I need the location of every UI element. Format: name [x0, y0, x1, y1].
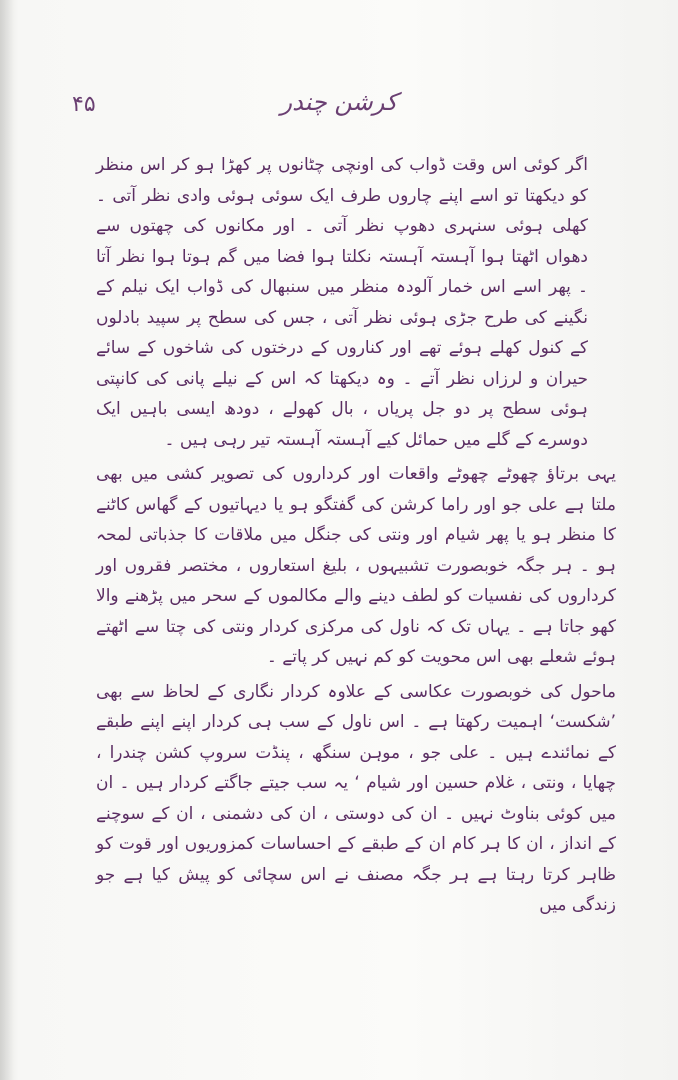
running-title: کرشن چندر	[280, 88, 398, 116]
paragraph: یہی برتاؤ چھوٹے چھوٹے واقعات اور کرداروں کی تصویر کشی میں بھی ملتا ہے علی جو اور راما کرشن کی گفتگو ہو یا دیہاتیوں کے گھاس کاٹنے کا منظر ہو یا پھر شیام اور ونتی کی جنگل میں ملاقات کا جذباتی لمحہ ہو ۔ ہر جگہ خوبصورت تشبیہوں ، بلیغ استعاروں ، مختصر فقروں اور کرداروں کی نفسیات کو لطف دینے والے مکالموں کے سحر میں پڑھنے والا کھو جاتا ہے ۔ یہاں تک کہ ناول کی مرکزی کردار ونتی کی چتا سے اٹھتے ہوئے شعلے بھی اس محویت کو کم نہیں کر پاتے ۔	[96, 464, 616, 667]
paragraph: ماحول کی خوبصورت عکاسی کے علاوہ کردار نگاری کے لحاظ سے بھی ’شکست‘ اہمیت رکھتا ہے ۔ اس ناول کے سب ہی کردار اپنے اپنے طبقے کے نمائندے ہیں ۔ علی جو ، موہن سنگھ ، پنڈت سروپ کشن چندرا ، چھایا ، ونتی ، غلام حسین اور شیام ‘ یہ سب جیتے جاگتے کردار ہیں ۔ ان میں کوئی بناوٹ نہیں ۔ ان کی دوستی ، ان کی دشمنی ، ان کے سوچنے کے انداز ، ان کا ہر کام ان کے طبقے کے احساسات کمزوریوں اور قوت کو ظاہر کرتا رہتا ہے ہر جگہ مصنف نے اس سچائی کو پیش کیا ہے جو زندگی میں	[96, 681, 616, 915]
page-gutter-shadow	[0, 0, 14, 1080]
page-number: ۴۵	[72, 92, 96, 117]
paragraph: اگر کوئی اس وقت ڈواب کی اونچی چٹانوں پر کھڑا ہو کر اس منظر کو دیکھتا تو اسے اپنے چاروں طرف ایک سوئی ہوئی وادی نظر آتی ۔ کھلی ہوئی سنہری دھوپ نظر آتی ۔ اور مکانوں کی چھتوں سے دھواں اٹھتا ہوا آہستہ آہستہ نکلتا ہوا فضا میں گم ہوتا ہوا نظر آتا ۔ پھر اسے اس خمار آلودہ منظر میں سنبھال کی ڈواب ایک نیلم کے نگینے کی طرح جڑی ہوئی نظر آتی ، جس کی سطح پر سپید بادلوں کے کنول کھلے ہوئے تھے اور کناروں کے درختوں کی شاخوں کے سائے حیران و لرزاں نظر آتے ۔ وہ دیکھتا کہ اس کے نیلے پانی کی کانپتی ہوئی سطح پر دو جل پریاں ، بال کھولے ، دودھ ایسی باہیں ایک دوسرے کے گلے میں حمائل کیے آہستہ آہستہ تیر رہی ہیں ۔	[96, 155, 588, 450]
body-text	[96, 150, 616, 921]
page-header	[70, 86, 608, 126]
